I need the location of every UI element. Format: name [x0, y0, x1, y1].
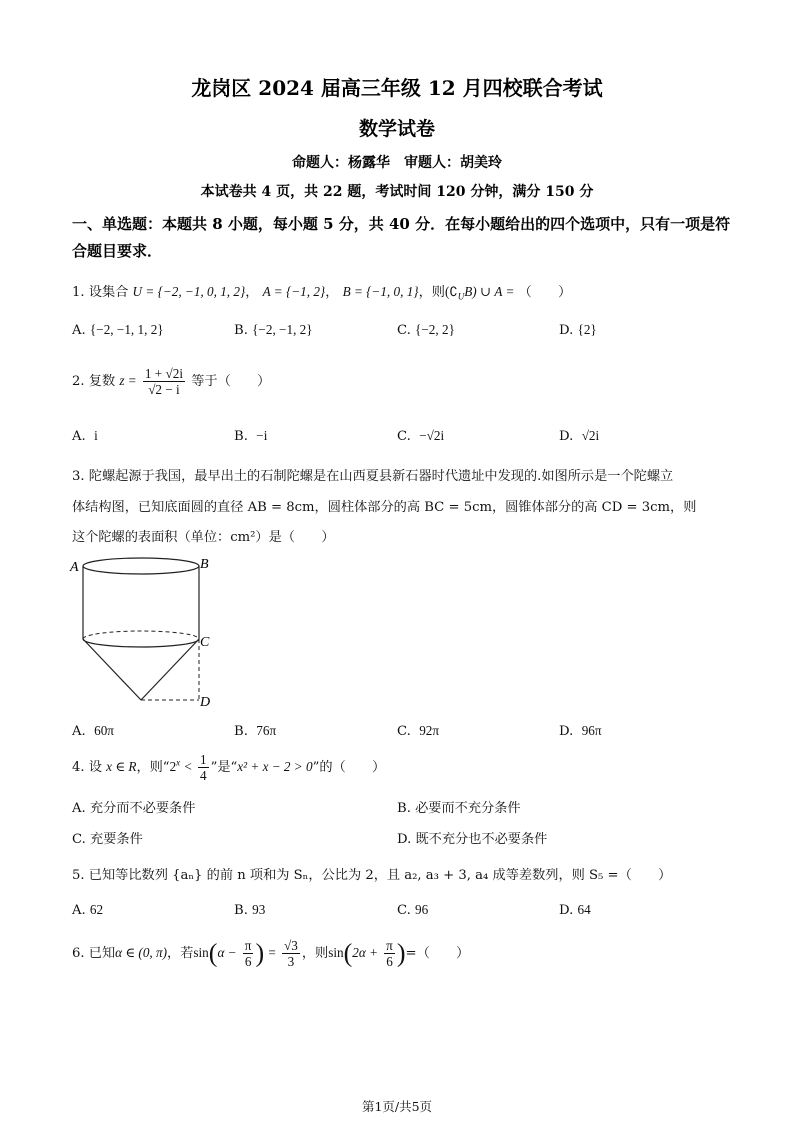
q1-set-a: A = {−1, 2} — [262, 284, 326, 299]
q2-denominator: √2 − i — [148, 382, 180, 397]
exam-info: 本试卷共 4 页，共 22 题，考试时间 120 分钟，满分 150 分 — [200, 184, 594, 200]
q4-less-than: < — [184, 759, 192, 774]
q4-option-b: B. 必要而不充分条件 — [397, 801, 521, 816]
q4-fraction — [198, 752, 209, 783]
exam-title: 龙岗区 2024 届高三年级 12 月四校联合考试 — [191, 76, 603, 100]
question-6 — [72, 938, 469, 969]
q6-paren-open-2: ( — [343, 938, 353, 968]
q4-suffix: ”的（ ） — [312, 760, 386, 775]
q6-paren-close-2: ) — [396, 938, 406, 968]
q6-sin-1: sin — [193, 945, 209, 960]
q1-option-a: A. {−2, −1, 1, 2} — [72, 322, 164, 338]
q4-exponent: x — [176, 757, 181, 768]
q1-option-c: C. {−2, 2} — [397, 322, 455, 338]
q3-option-c: C. 92π — [397, 723, 440, 739]
q1-set-b: B = {−1, 0, 1} — [342, 284, 419, 299]
q2-prefix: 2. 复数 — [72, 374, 116, 389]
q4-prefix: 4. 设 — [72, 760, 102, 775]
q6-fraction-root3-3 — [282, 938, 300, 969]
q6-six-a: 6 — [244, 954, 252, 969]
cone-left-edge — [83, 639, 141, 700]
q1-option-b: B. {−2, −1, 2} — [234, 322, 313, 338]
q5-option-b: B. 93 — [234, 902, 266, 918]
section-heading: 一、单选题：本题共 8 小题，每小题 5 分，共 40 分．在每小题给出的四个选项中，只有一项是符合题目要求． — [72, 215, 731, 260]
question-2 — [72, 366, 270, 397]
q2-option-c: C. −√2i — [397, 428, 445, 444]
q1-sub: U — [457, 291, 465, 302]
q5-option-a: A. 62 — [72, 902, 104, 918]
q3-option-a: A. 60π — [72, 723, 114, 739]
question-5: 5. 已知等比数列 {aₙ} 的前 n 项和为 Sₙ，公比为 2，且 a₂, a₃ + 3, a₄ 成等差数列，则 S₅ =（ ） — [72, 868, 672, 883]
q3-option-b: B. 76π — [234, 723, 277, 739]
q4-option-d: D. 既不充分也不必要条件 — [397, 832, 548, 847]
q1-blank: （ ） — [518, 285, 572, 300]
q6-condition: α ∈ (0, π) — [115, 945, 168, 960]
question-4 — [72, 752, 385, 783]
q3-text-line-2: 体结构图，已知底面圆的直径 AB = 8cm，圆柱体部分的高 BC = 5cm，圆锥体部分的高 CD = 3cm，则 — [72, 500, 697, 515]
q4-condition: x ∈ R — [106, 759, 137, 774]
q2-option-a: A. i — [72, 428, 98, 444]
question-1: 1. 设集合 U = {−2, −1, 0, 1, 2}， A = {−1, 2}， B = {−1, 0, 1}，则$(∁_UB)$ ∪ A = （ ） — [72, 284, 572, 302]
subject-title: 数学试卷 — [358, 118, 435, 140]
q6-suffix: =（ ） — [405, 946, 470, 961]
spinning-top-figure — [68, 552, 228, 712]
label-a: A — [70, 560, 79, 575]
q6-prefix: 6. 已知 — [72, 946, 116, 961]
q6-paren-open-1: ( — [208, 938, 218, 968]
bottom-ellipse-back — [83, 631, 199, 639]
q6-mid: ，若 — [167, 946, 194, 961]
q4-lhs: 2 — [169, 759, 177, 774]
q1-set-u: U = {−2, −1, 0, 1, 2} — [132, 284, 246, 299]
q6-pi-a: π — [244, 938, 252, 953]
q4-mid2: ”是“ — [210, 760, 238, 775]
q4-mid1: ，则“ — [136, 760, 170, 775]
bottom-ellipse-front — [83, 639, 199, 647]
q2-suffix: 等于（ ） — [191, 374, 271, 389]
q3-option-d: D. 96π — [559, 723, 602, 739]
q6-arg-1: α − — [217, 945, 237, 960]
label-b: B — [200, 557, 209, 572]
q3-text-line-1: 3. 陀螺起源于我国，最早出土的石制陀螺是在山西夏县新石器时代遗址中发现的.如图所示是一个陀螺立 — [72, 469, 674, 484]
q4-denominator: 4 — [200, 768, 207, 783]
q4-rhs: x² + x − 2 > 0 — [237, 759, 313, 774]
q6-three: 3 — [287, 954, 295, 969]
q2-option-d: D. √2i — [559, 428, 600, 444]
q6-pi-b: π — [386, 938, 393, 953]
q1-expr2: B) ∪ A = — [464, 284, 515, 299]
q6-equals: = — [268, 945, 276, 960]
q2-z: z = — [119, 373, 137, 388]
q5-option-d: D. 64 — [559, 902, 591, 918]
q6-paren-close-1: ) — [255, 938, 265, 968]
q1-expr: (∁ — [444, 284, 458, 299]
page-footer: 第1页/共5页 — [361, 1099, 433, 1114]
q6-then: ，则 — [301, 946, 329, 961]
q1-option-d: D. {2} — [559, 322, 597, 338]
q4-option-a: A. 充分而不必要条件 — [72, 801, 196, 816]
q4-numerator: 1 — [200, 752, 207, 767]
q3-text-line-3: 这个陀螺的表面积（单位：cm²）是（ ） — [72, 530, 335, 545]
q6-six-b: 6 — [386, 954, 393, 969]
q6-fraction-pi-6-b — [384, 938, 395, 969]
authors-line: 命题人：杨露华 审题人：胡美玲 — [292, 155, 502, 171]
top-ellipse — [83, 558, 199, 574]
q2-numerator: 1 + √2i — [144, 366, 184, 381]
q4-option-c: C. 充要条件 — [72, 832, 143, 847]
q6-root3: √3 — [283, 938, 298, 953]
q6-fraction-pi-6-a — [243, 938, 254, 969]
label-d: D — [200, 695, 211, 710]
q6-sin-2: sin — [328, 945, 344, 960]
label-c: C — [200, 635, 210, 650]
q5-option-c: C. 96 — [397, 902, 429, 918]
q2-option-b: B. −i — [234, 428, 268, 444]
q6-arg-2: 2α + — [352, 945, 378, 960]
cone-right-edge — [141, 639, 199, 700]
q1-prefix: 1. 设集合 — [72, 285, 129, 300]
q1-then: 则 — [431, 285, 445, 300]
q2-fraction — [143, 366, 185, 397]
